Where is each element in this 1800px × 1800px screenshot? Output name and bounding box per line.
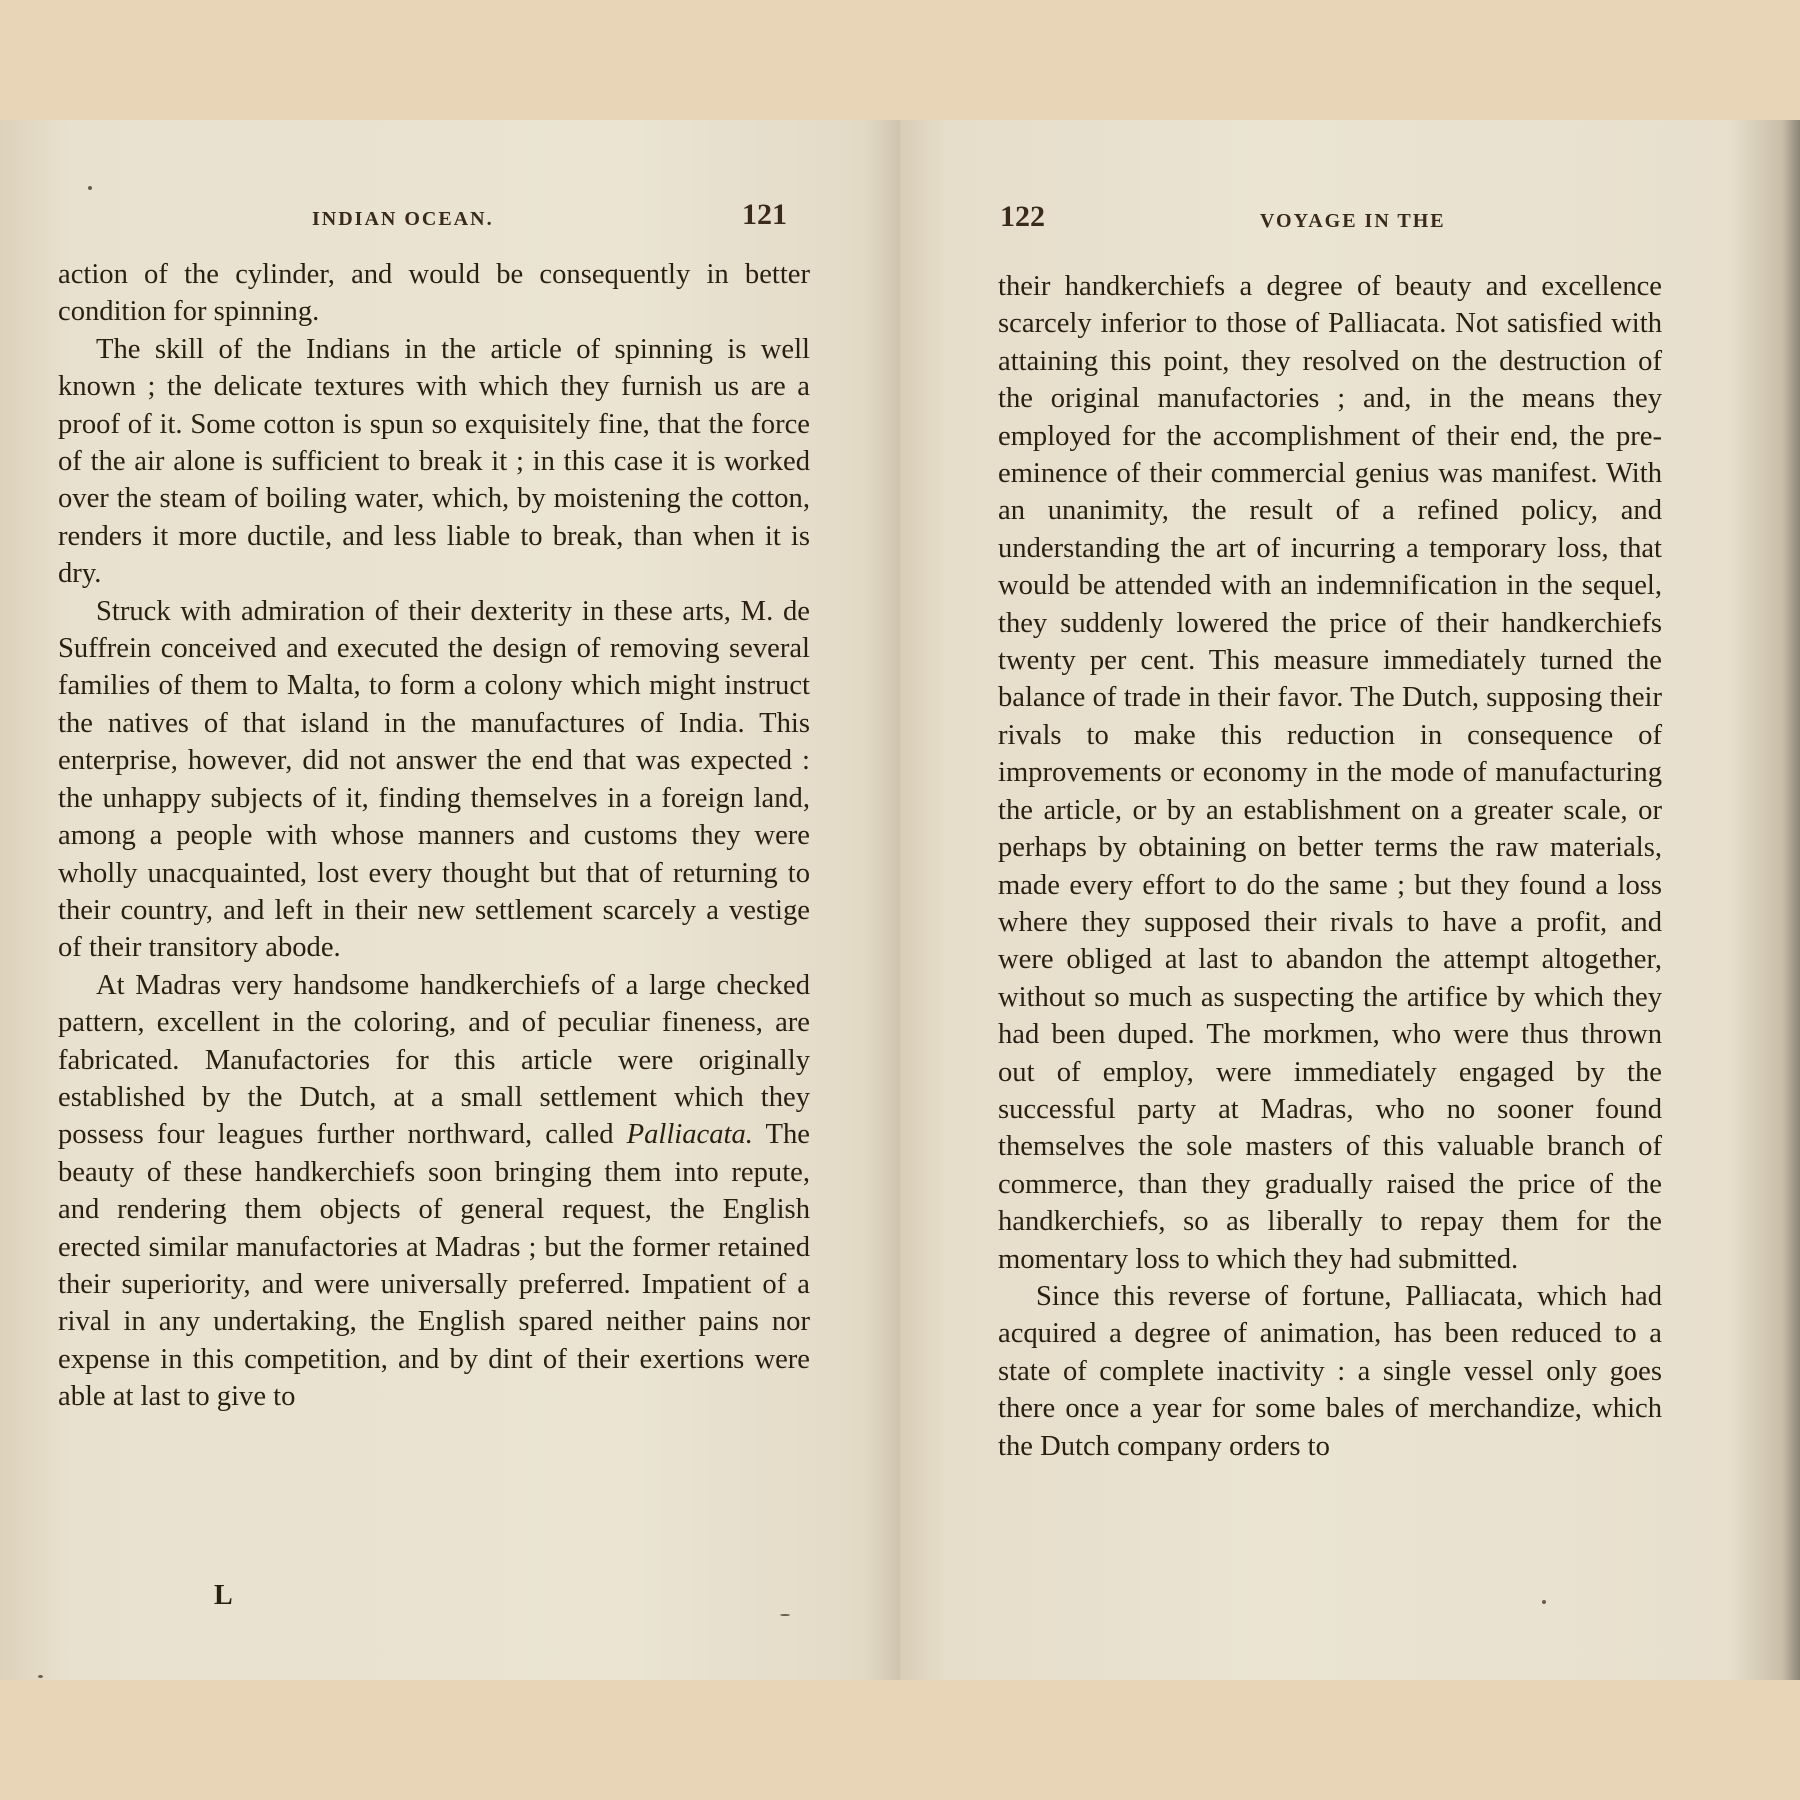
right-page-number: 122 [1000,200,1045,233]
italic-place-name: Palliacata. [626,1119,753,1151]
paper-speck [38,1675,43,1678]
right-body-text [998,268,1662,1465]
right-page [900,120,1800,1680]
signature-mark: L [214,1580,233,1611]
paragraph [58,967,810,1416]
right-running-head [900,198,1800,238]
right-running-title: VOYAGE IN THE [1260,210,1446,232]
book-spread [0,120,1800,1680]
paper-speck [780,1614,790,1616]
paragraph-text: The beauty of these handkerchiefs soon bringing them into repute, and rendering them objects of general request, the English erected similar manufactories at Madras ; but the former retained their superiority, and were universally preferred. Impatient of a rival in any undertaking, the English spared neither pains nor expense in this competition, and by dint of their exertions were able at last to give to [58,1119,810,1413]
paper-speck [88,186,92,190]
paragraph: Since this reverse of fortune, Palliacata, which had acquired a degree of animation, has been reduced to a state of complete inactivity : a single vessel only goes there once a year for some bales of merchandize, which the Dutch company orders to [998,1280,1662,1462]
paragraph: action of the cylinder, and would be consequently in better condition for spinning. [58,259,810,328]
left-page-number: 121 [742,198,787,231]
paragraph: Struck with admiration of their dexterity in these arts, M. de Suffrein conceived and executed the design of removing several families of them to Malta, to form a colony which might instruct the natives of that island in the manufactures of India. This enterprise, however, did not answer the end that was expected : the unhappy subjects of it, finding themselves in a foreign land, among a people with whose manners and customs they were wholly unacquainted, lost every thought but that of returning to their country, and left in their new settlement scarcely a vestige of their transitory abode. [58,595,810,964]
paragraph: The skill of the Indians in the article of spinning is well known ; the delicate textures with which they furnish us are a proof of it. Some cotton is spun so exquisitely fine, that the force of the air alone is sufficient to break it ; in this case it is worked over the steam of boiling water, which, by moistening the cotton, renders it more ductile, and less liable to break, than when it is dry. [58,333,810,590]
left-page [0,120,900,1680]
left-running-title: INDIAN OCEAN. [312,208,494,230]
left-running-head [0,198,900,238]
left-body-text [58,256,810,1416]
paragraph: their handkerchiefs a degree of beauty and excellence scarcely inferior to those of Palliacata. Not satisfied with attaining this point, they resolved on the destruction of the original manufactories ; and, in the means they employed for the accomplishment of their end, the pre-eminence of their commercial genius was manifest. With an unanimity, the result of a refined policy, and understanding the art of incurring a temporary loss, that would be attended with an indemnification in the sequel, they suddenly lowered the price of their handkerchiefs twenty per cent. This measure immediately turned the balance of trade in their favor. The Dutch, supposing their rivals to make this reduction in consequence of improvements or economy in the mode of manufacturing the article, or by an establishment on a greater scale, or perhaps by obtaining on better terms the raw materials, made every effort to do the same ; but they found a loss where they supposed their rivals to have a profit, and were obliged at last to abandon the attempt altogether, without so much as suspecting the artifice by which they had been duped. The morkmen, who were thus thrown out of employ, were immediately engaged by the successful party at Madras, who no sooner found themselves the sole masters of this valuable branch of commerce, than they gradually raised the price of the handkerchiefs, so as liberally to repay them for the momentary loss to which they had submitted. [998,271,1662,1275]
paragraph-text: At Madras very handsome handkerchiefs of a large checked pattern, excellent in the coloring, and of peculiar fineness, are fabricated. Manufactories for this article were originally established by the Dutch, at a small settlement which they possess four leagues further northward, called [58,969,810,1151]
paper-speck [1542,1600,1546,1604]
